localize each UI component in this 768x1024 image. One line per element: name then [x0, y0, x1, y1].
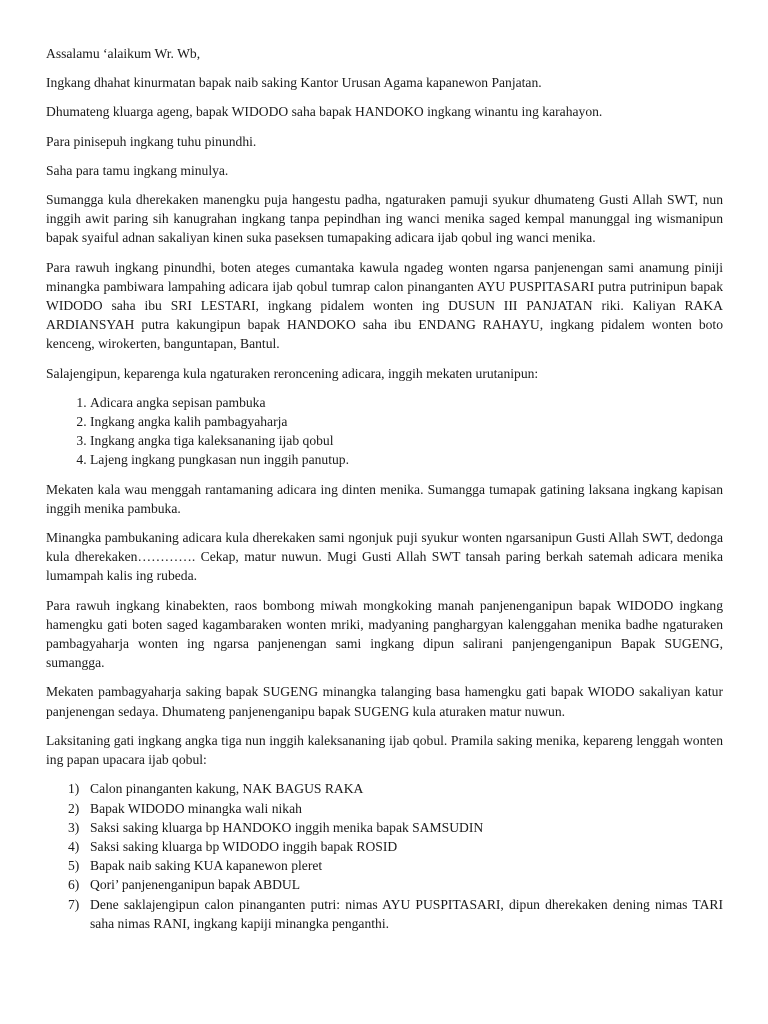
list-text: Saksi saking kluarga bp WIDODO inggih bapak ROSID	[90, 838, 398, 854]
paragraph-agenda-summary: Mekaten kala wau menggah rantamaning adicara ing dinten menika. Sumangga tumapak gatining laksana ingkang kapisan inggih menika pambuka.	[46, 481, 723, 516]
list-number: 4)	[68, 838, 80, 854]
list-number: 5)	[68, 858, 80, 874]
list-number: 6)	[68, 877, 80, 893]
list-item	[46, 779, 723, 798]
paragraph-introduction: Para rawuh ingkang pinundhi, boten ateges cumantaka kawula ngadeg wonten ngarsa panjenengan sami anamung piniji minangka pambiwara lampahing adicara ijab qobul tumrap calon pinanganten AYU PUSPITASARI putra putrinipun bapak WIDODO saha ibu SRI LESTARI, ingkang pidalem wonten ing DUSUN III PANJATAN riki. Kaliyan RAKA ARDIANSYAH putra kakungipun bapak HANDOKO saha ibu ENDANG RAHAYU, ingkang pidalem wonten boto kenceng, wirokerten, banguntapan, Bantul.	[46, 259, 723, 352]
list-item	[46, 895, 723, 933]
paragraph-agenda-intro: Salajengipun, keparenga kula ngaturaken reroncening adicara, inggih mekaten urutanipun:	[46, 365, 539, 381]
list-item	[46, 875, 723, 894]
list-text: Calon pinanganten kakung, NAK BAGUS RAKA	[90, 781, 364, 797]
list-item	[46, 856, 723, 875]
list-item	[46, 837, 723, 856]
list-item: 3. Ingkang angka tiga kaleksananing ijab qobul	[90, 431, 723, 450]
paragraph-ijab-qobul: Laksitaning gati ingkang angka tiga nun inggih kaleksananing ijab qobul. Pramila saking menika, kepareng lenggah wonten ing papan upacara ijab qobul:	[46, 732, 723, 768]
list-item: 2. Ingkang angka kalih pambagyaharja	[90, 412, 723, 431]
list-number: 2)	[68, 800, 80, 816]
agenda-list	[46, 393, 723, 470]
list-text: Bapak naib saking KUA kapanewon pleret	[90, 858, 323, 874]
list-text: Dene saklajengipun calon pinanganten putri: nimas AYU PUSPITASARI, dipun dherekaken dening nimas TARI saha nimas RANI, ingkang kapiji minangka penganthi.	[90, 896, 723, 931]
list-number: 3)	[68, 819, 80, 835]
salutation-elders: Para pinisepuh ingkang tuhu pinundhi.	[46, 133, 257, 149]
paragraph-prayer: Minangka pambukaning adicara kula dherekaken sami ngonjuk puji syukur wonten ngarsanipun Gusti Allah SWT, dedonga kula dherekaken…………. Cekap, matur nuwun. Mugi Gusti Allah SWT tansah paring berkah satemah adicara menika lumampah kalis ing rubeda.	[46, 530, 723, 584]
list-item: 1. Adicara angka sepisan pambuka	[90, 393, 723, 412]
salutation-naib: Ingkang dhahat kinurmatan bapak naib saking Kantor Urusan Agama kapanewon Panjatan.	[46, 75, 542, 91]
list-number: 1)	[68, 781, 80, 797]
paragraph-welcome: Para rawuh ingkang kinabekten, raos bombong miwah mongkoking manah panjenenganipun bapak WIDODO ingkang hamengku gati boten saged kagambaraken wonten mriki, madyaning panghargyan kalenggahan menika badhe ngaturaken pambagyaharja wonten ing ngarsa panjenengan sami ingkang dipun salirani panjengenganipun Bapak SUGENG, sumangga.	[46, 597, 723, 671]
greeting: Assalamu ‘alaikum Wr. Wb,	[46, 46, 201, 61]
document-page	[46, 44, 723, 933]
salutation-guests: Saha para tamu ingkang minulya.	[46, 162, 229, 178]
paragraph-opening: Sumangga kula dherekaken manengku puja hangestu padha, ngaturaken pamuji syukur dhumateng Gusti Allah SWT, nun inggih awit paring sih kanugrahan ingkang tanpa pepindhan ing wanci menika saged kempal manunggal ing wismanipun bapak syaiful adnan sakaliyan kinen suka paseksen tumapaking adicara ijab qobul ing wanci menika.	[46, 192, 723, 246]
list-item: 4. Lajeng ingkang pungkasan nun inggih panutup.	[90, 450, 723, 469]
list-item	[46, 818, 723, 837]
list-number: 7)	[68, 896, 80, 912]
list-text: Qori’ panjenenganipun bapak ABDUL	[90, 877, 301, 893]
participants-list	[46, 779, 723, 933]
paragraph-thanks: Mekaten pambagyaharja saking bapak SUGENG minangka talanging basa hamengku gati bapak WIODO sakaliyan katur panjenengan sedaya. Dhumateng panjenenganipu bapak SUGENG kula aturaken matur nuwun.	[46, 684, 723, 719]
salutation-family: Dhumateng kluarga ageng, bapak WIDODO saha bapak HANDOKO ingkang winantu ing karahayon.	[46, 104, 603, 120]
list-text: Saksi saking kluarga bp HANDOKO inggih menika bapak SAMSUDIN	[90, 819, 484, 835]
list-text: Bapak WIDODO minangka wali nikah	[90, 800, 302, 816]
list-item	[46, 799, 723, 818]
